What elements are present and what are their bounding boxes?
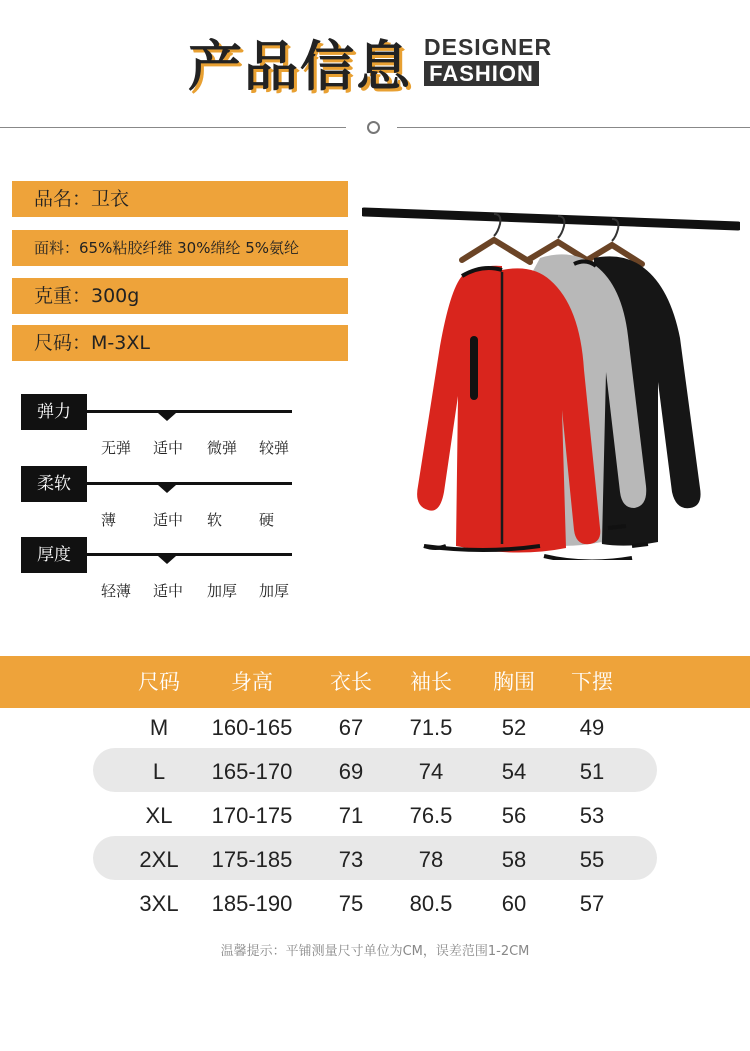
rating-option: 轻薄: [101, 582, 132, 600]
table-cell: 80.5: [409, 891, 453, 916]
table-cell: 185-190: [211, 891, 293, 916]
table-cell: 170-175: [211, 803, 293, 828]
info-weight-bar: [12, 278, 348, 314]
rating-scale-line: [87, 482, 292, 485]
rating-label: 厚度: [21, 537, 87, 573]
table-cell: 56: [501, 803, 527, 828]
table-cell: 75: [338, 891, 364, 916]
table-cell: 55: [579, 847, 605, 872]
divider-circle-icon: [367, 121, 380, 134]
table-cell: 54: [501, 759, 527, 784]
table-cell: 74: [418, 759, 444, 784]
table-cell: 175-185: [211, 847, 293, 872]
size-table-header-cell: 衣长: [330, 670, 372, 694]
rating-option: 适中: [153, 582, 184, 600]
rating-marker-icon: [158, 556, 176, 564]
rating-label: 柔软: [21, 466, 87, 502]
divider-right: [397, 127, 750, 128]
divider-left: [0, 127, 346, 128]
info-weight: 克重：300g: [34, 285, 140, 307]
rating-option: 微弹: [207, 439, 238, 457]
table-cell: 58: [501, 847, 527, 872]
measurement-note: 温馨提示：平铺测量尺寸单位为CM，误差范围1-2CM: [220, 944, 530, 959]
product-photo: [362, 200, 740, 560]
info-material: 面料：65%粘胶纤维 30%绵纶 5%氨纶: [34, 239, 300, 257]
table-cell: 57: [579, 891, 605, 916]
table-cell: 69: [338, 759, 364, 784]
table-cell: 67: [338, 715, 364, 740]
rating-scale-line: [87, 553, 292, 556]
table-cell: 71: [338, 803, 364, 828]
rating-marker-icon: [158, 485, 176, 493]
table-cell: 51: [579, 759, 605, 784]
hanger-rail: [364, 212, 738, 226]
size-table-header-cell: 尺码: [138, 670, 180, 694]
info-name-bar: [12, 181, 348, 217]
table-cell: 53: [579, 803, 605, 828]
rating-marker-icon: [158, 413, 176, 421]
brand-fashion: FASHION: [424, 61, 539, 86]
rating-option: 加厚: [207, 582, 238, 600]
table-cell: 71.5: [409, 715, 453, 740]
size-table-header-cell: 身高: [231, 670, 273, 694]
table-cell: 160-165: [211, 715, 293, 740]
table-cell: 3XL: [139, 891, 179, 916]
rating-option: 较弹: [259, 439, 290, 457]
rating-option: 薄: [101, 511, 117, 529]
table-cell: L: [152, 759, 166, 784]
table-cell: XL: [145, 803, 173, 828]
rating-option: 适中: [153, 511, 184, 529]
info-size-bar: [12, 325, 348, 361]
table-cell: 52: [501, 715, 527, 740]
table-cell: 76.5: [409, 803, 453, 828]
table-cell: 165-170: [211, 759, 293, 784]
size-table-header-cell: 下摆: [571, 670, 613, 694]
rating-option: 硬: [259, 511, 275, 529]
info-material-bar: [12, 230, 348, 266]
rating-option: 加厚: [259, 582, 290, 600]
table-cell: 78: [418, 847, 444, 872]
info-size: 尺码：M-3XL: [34, 332, 150, 354]
table-cell: 2XL: [139, 847, 179, 872]
rating-option: 适中: [153, 439, 184, 457]
brand-designer: DESIGNER: [424, 34, 553, 60]
size-table-header-cell: 胸围: [493, 670, 535, 694]
rating-option: 无弹: [101, 439, 132, 457]
rating-option: 软: [207, 511, 223, 529]
rating-scale-line: [87, 410, 292, 413]
table-cell: 73: [338, 847, 364, 872]
size-table-header-cell: 袖长: [410, 670, 452, 694]
table-cell: 49: [579, 715, 605, 740]
table-cell: M: [149, 715, 169, 740]
info-name: 品名：卫衣: [34, 188, 130, 210]
table-cell: 60: [501, 891, 527, 916]
page-title: 产品信息: [188, 35, 412, 98]
rating-label: 弹力: [21, 394, 87, 430]
